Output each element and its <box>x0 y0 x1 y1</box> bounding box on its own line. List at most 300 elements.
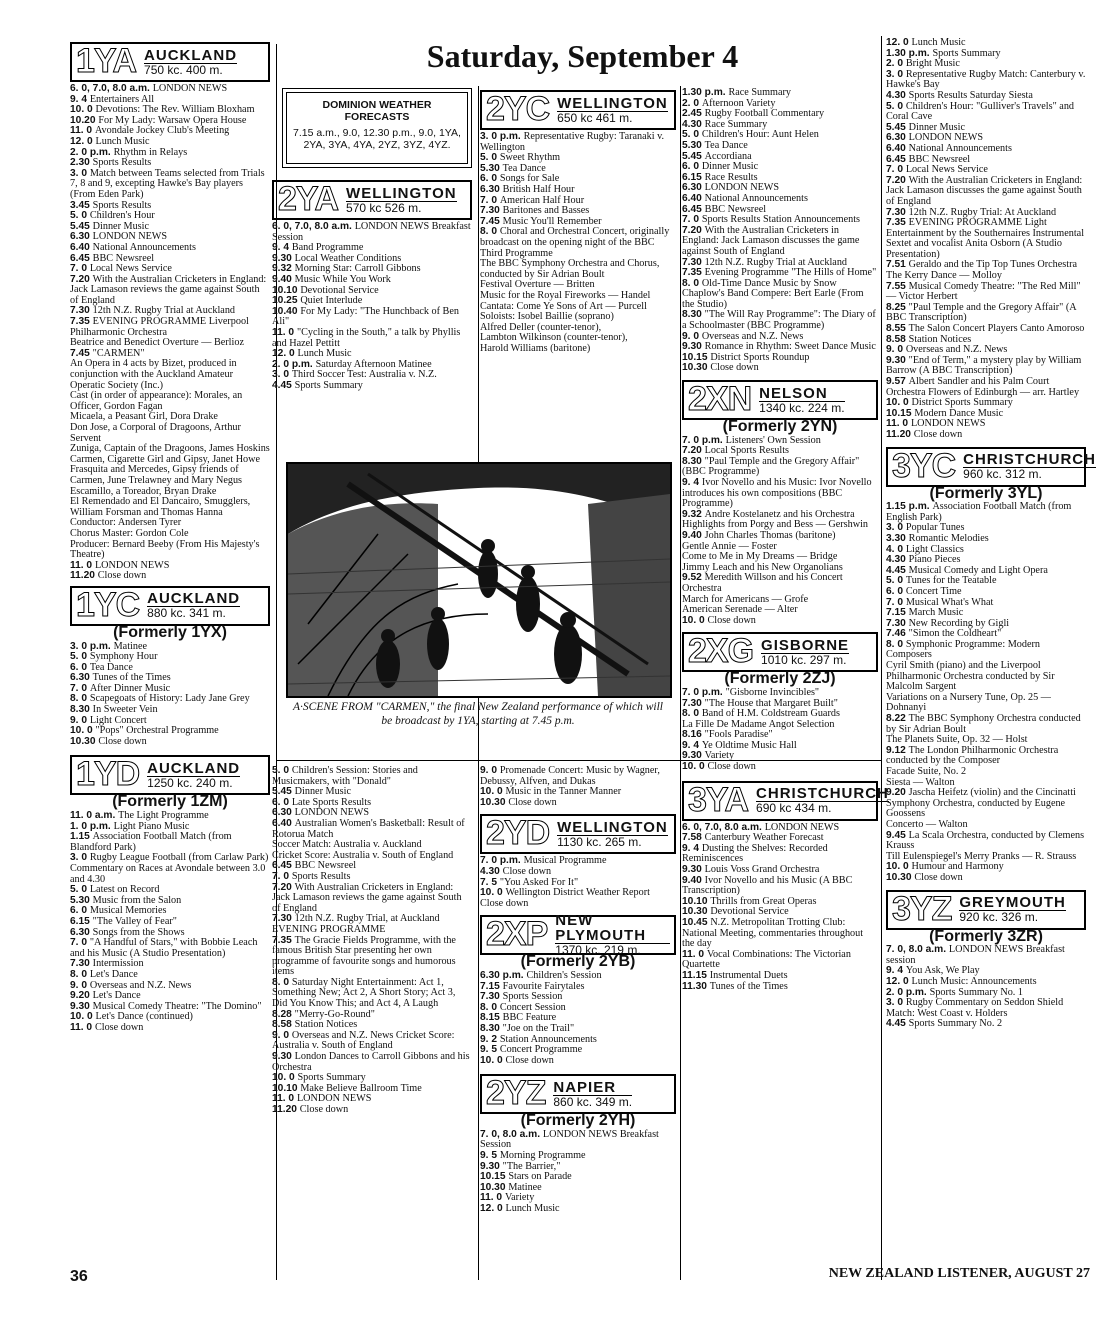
schedule-entry <box>886 70 1086 91</box>
schedule-entry <box>480 1056 676 1067</box>
entry-time: 7. 0, 8.0 a.m. <box>886 944 949 956</box>
entry-text: With the Australian Cricketers in England: Jack Lamason reviews the game against South of England <box>70 273 267 306</box>
entry-time: 7.35 <box>886 217 909 229</box>
formerly-label: (Formerly 2YH) <box>520 1112 636 1130</box>
entry-time: 9.52 <box>682 572 705 584</box>
schedule-entry: La Fille De Madame Angot Selection <box>682 718 835 730</box>
entry-time: 9.57 <box>886 376 909 387</box>
entry-text: Lunch Music <box>297 348 352 360</box>
entry-time: 6. 0, 7.0, 8.0 a.m. <box>70 83 153 94</box>
entry-text: For My Lady: Warsaw Opera House <box>98 114 247 126</box>
entry-text: Stars on Parade <box>508 1171 572 1183</box>
formerly-label: (Formerly 3ZR) <box>929 927 1043 945</box>
entry-time: 7.20 <box>682 445 705 457</box>
station-call: 1YD <box>76 755 140 794</box>
entry-time: 8.58 <box>886 333 909 345</box>
entry-text: Lunch Music <box>505 1203 560 1215</box>
entry-text: District Sports Roundup <box>710 351 810 363</box>
schedule-entry <box>70 169 270 201</box>
entry-text: Band Programme <box>291 242 364 254</box>
entry-time: 5. 0 <box>272 765 292 776</box>
entry-text: Humour and Harmony <box>911 861 1004 873</box>
entry-text: Lunch Music: Announcements <box>911 975 1037 987</box>
entry-text: Morning Star: Carroll Gibbons <box>294 263 421 275</box>
entry-text: Music You'll Remember <box>502 215 602 227</box>
schedule-list <box>70 811 270 1033</box>
entry-text: Baritones and Basses <box>502 205 590 217</box>
entry-text: Local News Service <box>89 263 172 275</box>
station-2xp <box>480 912 676 958</box>
entry-text: Tea Dance <box>502 162 546 174</box>
schedule-entry: The BBC Symphony Orchestra and Chorus, conducted by Sir Adrian Boult <box>480 258 660 280</box>
entry-text: Music from the Salon <box>92 894 182 906</box>
entry-time: 8.30 <box>480 1022 503 1034</box>
entry-time: 12. 0 <box>480 1203 506 1215</box>
entry-text: Vocal Combinations: The Victorian Quartette <box>682 948 851 971</box>
entry-text: N.Z. Metropolitan Trotting Club: National Meeting, commentaries throughout the day <box>682 917 864 950</box>
entry-time: 6.45 <box>272 860 295 872</box>
station-freq: 1010 kc. 297 m. <box>761 653 849 667</box>
schedule-entry <box>682 531 878 542</box>
station-2yd <box>480 814 676 854</box>
entry-text: "Merry-Go-Round" <box>294 1008 375 1020</box>
schedule-entry: Harold Williams (baritone) <box>480 342 591 354</box>
schedule-entry: Highlights from Porgy and Bess — Gershwin <box>682 519 869 531</box>
entry-time: 7.55 <box>886 280 909 292</box>
entry-time: 8.28 <box>272 1008 295 1020</box>
schedule-entry: Micaela, a Peasant Girl, Dora Drake <box>70 411 218 423</box>
schedule-entry: Cricket Score: Australia v. South of England <box>272 849 454 861</box>
schedule-entry <box>682 950 878 971</box>
entry-time: 10.45 <box>682 917 711 928</box>
entry-text: Musical What's What <box>905 596 994 608</box>
entry-text: Close down <box>98 735 147 747</box>
entry-text: Close down <box>502 865 552 877</box>
entry-text: Close down <box>913 428 963 440</box>
schedule-entry <box>70 275 270 307</box>
entry-text: Dinner Music <box>92 220 149 232</box>
entry-time: 3. 0 <box>70 167 90 179</box>
entry-text: Local Sports Results <box>704 445 789 457</box>
entry-time: 5.45 <box>886 121 909 133</box>
entry-text: Romantic Melodies <box>908 532 989 544</box>
entry-time: 11. 0 <box>272 326 297 338</box>
entry-time: 7.20 <box>70 273 93 285</box>
station-freq: 1130 kc. 265 m. <box>557 835 668 849</box>
entry-text: Sports Summary No. 1 <box>929 986 1023 998</box>
schedule-list <box>272 222 472 392</box>
entry-time: 9. 4 <box>886 965 906 977</box>
entry-text: New Recording by Gigli <box>908 617 1010 629</box>
entry-time: 11. 0 a.m. <box>70 810 119 822</box>
entry-time: 7. 0 <box>70 263 90 275</box>
entry-text: Tunes of the Times <box>709 980 788 992</box>
station-city: NEW PLYMOUTH <box>555 912 647 945</box>
entry-text: Quiet Interlude <box>300 295 363 307</box>
entry-time: 5.45 <box>682 150 705 162</box>
entry-text: Intermission <box>92 958 144 970</box>
entry-time: 7.30 <box>480 205 503 217</box>
entry-time: 6.45 <box>886 153 909 165</box>
station-city: WELLINGTON <box>346 184 457 202</box>
entry-text: Station Notices <box>908 333 972 345</box>
schedule-entry <box>886 714 1086 735</box>
schedule-entry: El Remendado and El Dancairo, Smugglers, William Forsman and Thomas Hanna <box>70 496 251 518</box>
entry-time: 9.20 <box>886 787 909 799</box>
entry-time: 7.30 <box>70 958 93 970</box>
schedule-entry <box>886 218 1086 260</box>
entry-time: 8.30 <box>70 704 93 716</box>
entry-time: 6.45 <box>682 203 705 215</box>
entry-text: Rugby League Football (from Carlaw Park) <box>89 852 269 864</box>
entry-time: 7. 0 <box>70 682 90 694</box>
entry-time: 12. 0 <box>886 37 912 48</box>
schedule-entry: Conductor: Andersen Tyrer <box>70 517 182 529</box>
entry-text: Saturday Night Entertainment: Act 1, Something New; Act 2, A Short Story; Act 3, Did You Know This; and Act 4, A Laugh <box>272 976 456 1010</box>
schedule-entry <box>70 317 270 338</box>
entry-text: National Announcements <box>92 241 196 253</box>
entry-text: London Dances to Carroll Gibbons and his Orchestra <box>272 1051 470 1073</box>
entry-time: 7. 0 <box>886 596 906 608</box>
entry-text: BBC Newsreel <box>908 153 971 165</box>
entry-time: 5. 0 <box>70 651 90 663</box>
entry-time: 3. 0 p.m. <box>480 131 524 142</box>
entry-text: EVENING PROGRAMME Light Entertainment by the Southernaires Instrumental Sextet and vocalist Anita Osborn (A Studio Presentation) <box>886 217 1085 260</box>
entry-time: 7.20 <box>272 881 295 893</box>
station-call: 1YC <box>76 585 140 624</box>
station-2xn <box>682 380 878 420</box>
entry-text: John Charles Thomas (baritone) <box>704 529 836 541</box>
entry-time: 6.30 <box>886 132 909 144</box>
entry-time: 10. 0 <box>272 1072 298 1084</box>
schedule-entry <box>70 938 270 959</box>
entry-time: 2. 0 p.m. <box>886 986 930 998</box>
entry-time: 6. 0, 7.0, 8.0 a.m. <box>272 221 355 232</box>
entry-text: Station Announcements <box>499 1033 597 1045</box>
entry-text: Musical Comedy and Light Opera <box>908 564 1048 576</box>
entry-time: 9.30 <box>682 864 705 876</box>
entry-text: Station Notices <box>294 1019 358 1031</box>
schedule-entry: Producer: Bernard Beeby (From His Majesty's Theatre) <box>70 538 260 561</box>
entry-time: 9.32 <box>272 263 295 275</box>
station-call: 2YD <box>486 814 550 853</box>
entry-text: Lunch Music <box>95 135 150 147</box>
entry-text: Children's Hour <box>89 210 155 222</box>
entry-text: Musical Comedy Theatre: "The Red Mill" — Victor Herbert <box>886 280 1081 303</box>
entry-text: Concert Session <box>499 1001 566 1013</box>
entry-text: La Scala Orchestra, conducted by Clemens Krauss <box>886 829 1085 852</box>
entry-time: 9. 0 <box>886 344 906 356</box>
entry-time: 1.15 <box>70 831 93 843</box>
entry-time: 9. 4 <box>272 242 292 254</box>
entry-text: Tunes for the Teatable <box>905 575 997 587</box>
schedule-entry <box>682 876 878 897</box>
entry-time: 2. 0 <box>682 97 702 109</box>
entry-text: LONDON NEWS Breakfast session <box>886 944 1065 966</box>
schedule-entry <box>272 222 472 243</box>
schedule-entry <box>886 873 1086 884</box>
entry-text: Listeners' Own Session <box>725 434 821 446</box>
entry-text: After Dinner Music <box>89 682 171 694</box>
schedule-entry: Frasquita and Mercedes, Gipsy friends of Carmen, June Trelawney and Mary Negus <box>70 464 243 486</box>
entry-text: Jascha Heifetz (violin) and the Cincinatti Symphony Orchestra, conducted by Eugene Goossens <box>886 787 1076 820</box>
entry-text: Scapegoats of History: Lady Jane Grey <box>89 693 250 705</box>
column-3-lower <box>480 766 676 1215</box>
entry-time: 7.30 <box>682 256 705 268</box>
station-freq: 920 kc. 326 m. <box>959 910 1066 924</box>
entry-time: 10. 0 <box>682 761 708 773</box>
schedule-entry <box>886 502 1086 523</box>
schedule-entry: Festival Overture — Britten <box>480 279 595 291</box>
entry-time: 10.15 <box>480 1171 509 1183</box>
entry-text: Dinner Music <box>294 786 351 798</box>
entry-text: Sports Results Station Announcements <box>701 214 861 226</box>
entry-time: 8.16 <box>682 729 705 741</box>
entry-text: Local News Service <box>905 164 988 176</box>
entry-text: Music While You Work <box>294 273 391 285</box>
entry-text: "Gisborne Invincibles" <box>725 686 820 698</box>
entry-text: Old-Time Dance Music by Snow Chaplow's Band Compere: Bert Earle (From the Studio) <box>682 277 864 310</box>
entry-text: Dusting the Shelves: Recorded Reminiscences <box>682 842 828 865</box>
footer-credit: NEW ZEALAND LISTENER, AUGUST 27 <box>828 1266 1090 1281</box>
entry-time: 7.35 <box>682 267 705 279</box>
schedule-entry <box>682 573 878 594</box>
entry-text: Race Results <box>704 171 758 183</box>
entry-time: 1.30 p.m. <box>886 47 933 59</box>
entry-time: 7. 0 <box>272 870 292 882</box>
schedule-entry: March for Americans — Grofe <box>682 593 809 605</box>
entry-text: The Salon Concert Players Canto Amoroso <box>908 323 1085 335</box>
schedule-list <box>70 84 270 582</box>
entry-time: 6.15 <box>70 915 93 927</box>
entry-time: 6.30 <box>70 231 93 243</box>
schedule-list <box>480 132 676 354</box>
formerly-label: (Formerly 3YL) <box>929 484 1043 502</box>
entry-text: The London Philharmonic Orchestra conducted by the Composer <box>886 744 1059 767</box>
schedule-entry <box>886 1019 1086 1030</box>
schedule-entry: Cast (in order of appearance): Morales, an Officer, Gordon Fagan <box>70 390 243 412</box>
entry-time: 3.30 <box>886 532 909 544</box>
entry-time: 11. 0 <box>886 418 911 430</box>
weather-box <box>282 88 472 168</box>
schedule-list <box>682 688 878 773</box>
entry-text: Popular Tunes <box>905 522 965 534</box>
entry-text: Children's Hour: "Gulliver's Travels" and Coral Cave <box>886 100 1075 123</box>
schedule-entry <box>272 914 472 935</box>
illustration-caption: A·SCENE FROM "CARMEN," the final New Zealand performance of which will be broadcast by 1YA, starting at 7.45 p.m. <box>293 701 663 727</box>
entry-time: 7.30 <box>886 617 909 629</box>
entry-time: 5.45 <box>70 220 93 232</box>
entry-text: Children's Hour: Aunt Helen <box>701 129 819 141</box>
schedule-entry <box>70 571 270 582</box>
entry-time: 7. 5 <box>480 876 500 888</box>
schedule-entry <box>886 746 1086 767</box>
station-call: 2YA <box>278 180 339 218</box>
station-2yc <box>480 90 676 130</box>
station-freq: 650 kc 461 m. <box>557 111 668 125</box>
entry-text: Sports Results <box>92 199 152 211</box>
entry-time: 4.30 <box>682 118 705 130</box>
entry-time: 6.30 <box>70 926 93 938</box>
entry-time: 8.30 <box>682 455 705 467</box>
entry-time: 9.45 <box>886 829 909 841</box>
entry-text: Musical Comedy Theatre: "The Domino" <box>92 1000 262 1012</box>
entry-time: 9. 4 <box>682 477 702 488</box>
entry-time: 11. 0 <box>70 1021 95 1033</box>
station-freq: 750 kc. 400 m. <box>144 63 237 77</box>
entry-time: 10.30 <box>70 735 99 747</box>
entry-time: 6.15 <box>682 171 705 183</box>
entry-text: Devotions: The Rev. William Bloxham <box>95 104 255 116</box>
station-1yd <box>70 755 270 795</box>
entry-time: 6.40 <box>682 192 705 204</box>
entry-text: With Australian Cricketers in England: Jack Lamason reviews the game against South of England <box>272 881 462 914</box>
entry-time: 7.15 <box>480 980 503 992</box>
entry-text: Saturday Afternoon Matinee <box>315 358 432 370</box>
entry-text: "Pops" Orchestral Programme <box>95 725 219 737</box>
station-call: 3YA <box>688 780 749 819</box>
schedule-entry: Soccer Match: Australia v. Auckland <box>272 839 422 851</box>
entry-time: 10.10 <box>272 284 301 296</box>
entry-text: Close down <box>299 1104 349 1115</box>
schedule-entry: Jimmy Leach and his New Organolians <box>682 561 843 573</box>
schedule-entry <box>682 762 878 773</box>
entry-time: 8.15 <box>480 1012 503 1024</box>
entry-text: Tea Dance <box>704 139 748 151</box>
entry-time: 6.45 <box>70 252 93 264</box>
entry-text: March Music <box>908 607 964 619</box>
entry-time: 9.40 <box>682 874 705 886</box>
entry-time: 7. 0 <box>682 214 702 226</box>
entry-text: Sports Summary <box>297 1072 366 1084</box>
entry-time: 7.30 <box>272 913 295 925</box>
entry-time: 6.40 <box>272 817 295 829</box>
schedule-entry <box>272 381 472 392</box>
entry-text: Light Classics <box>905 543 964 555</box>
entry-time: 6.30 <box>272 807 295 819</box>
entry-time: 3.45 <box>70 199 93 211</box>
entry-text: You Ask, We Play <box>905 965 980 977</box>
entry-time: 6. 0 <box>480 173 500 185</box>
station-freq: 1370 kc. 219 m. <box>555 943 670 957</box>
schedule-entry: Siesta — Walton <box>886 776 955 788</box>
entry-text: Promenade Concert: Music by Wagner, Debussy, Alfven, and Dukas <box>480 765 660 787</box>
entry-text: Association Football Match (from Blandford Park) <box>70 831 232 853</box>
entry-time: 11.30 <box>682 980 710 992</box>
entry-text: "The Valley of Fear" <box>92 915 177 927</box>
schedule-list <box>886 945 1086 1030</box>
entry-time: 10.30 <box>886 871 915 883</box>
station-city: AUCKLAND <box>144 46 238 64</box>
entry-text: Tunes of the Times <box>92 672 171 684</box>
entry-time: 4.30 <box>886 89 909 101</box>
entry-time: 12. 0 <box>70 135 96 147</box>
entry-text: The Light Programme <box>118 810 209 822</box>
schedule-entry <box>682 457 878 478</box>
entry-text: "You Asked For It" <box>499 876 579 888</box>
schedule-entry: Close down <box>480 897 529 909</box>
entry-text: "Joe on the Trail" <box>502 1022 575 1034</box>
schedule-entry <box>272 936 472 978</box>
schedule-entry <box>272 978 472 1010</box>
entry-time: 10. 0 <box>682 614 708 626</box>
entry-time: 6.30 <box>480 183 503 195</box>
entry-time: 9.30 <box>886 354 909 366</box>
station-city: CHRISTCHURCH <box>963 451 1096 469</box>
entry-text: Let's Dance <box>92 990 141 1002</box>
entry-time: 5.30 <box>682 139 705 151</box>
entry-text: Children's Session <box>526 969 602 981</box>
entry-text: LONDON NEWS <box>152 83 228 94</box>
schedule-entry <box>886 998 1086 1019</box>
entry-text: Devotional Service <box>710 906 789 918</box>
entry-text: LONDON NEWS <box>92 231 168 243</box>
entry-text: With the Australian Cricketers in England: Jack Lamason discusses the game against South of England <box>682 224 860 257</box>
entry-text: Modern Dance Music <box>914 407 1004 419</box>
entry-text: Choral and Orchestral Concert, originally broadcast on the opening night of the BBC Third Programme <box>480 226 670 259</box>
entry-text: "CARMEN" <box>92 347 145 359</box>
entry-text: Concert Programme <box>499 1044 583 1056</box>
entry-time: 7.30 <box>886 206 909 218</box>
schedule-entry: Beatrice and Benedict Overture — Berlioz <box>70 337 244 349</box>
entry-time: 7.30 <box>70 305 93 317</box>
entry-text: Light Piano Music <box>113 820 190 832</box>
schedule-entry <box>70 1023 270 1034</box>
entry-time: 10. 0 <box>480 887 506 899</box>
schedule-entry: Escamillo, a Toreador, Bryan Drake <box>70 485 217 497</box>
station-call: 2XN <box>688 380 752 419</box>
schedule-entry <box>886 260 1086 281</box>
column-5 <box>886 37 1096 1030</box>
schedule-entry <box>480 132 676 153</box>
entry-time: 5. 0 <box>480 152 500 164</box>
entry-text: Rugby Football Commentary <box>704 108 825 120</box>
entry-text: LONDON NEWS <box>910 418 986 430</box>
entry-time: 6. 0 <box>886 585 906 597</box>
entry-time: 5. 0 <box>70 884 90 896</box>
entry-text: Sports Results Saturday Siesta <box>908 89 1033 101</box>
entry-text: Romance in Rhythm: Sweet Dance Music <box>704 341 876 353</box>
entry-text: Songs for Sale <box>499 173 560 185</box>
entry-text: District Sports Summary <box>911 397 1013 409</box>
schedule-entry <box>886 945 1086 966</box>
entry-text: "The House that Margaret Built" <box>704 697 838 709</box>
entry-text: Make Believe Ballroom Time <box>300 1082 422 1094</box>
entry-text: LONDON NEWS <box>94 559 170 571</box>
entry-text: Devotional Service <box>300 284 379 296</box>
entry-text: Geraldo and the Tip Top Tunes Orchestra The Kerry Dance — Molloy <box>886 259 1077 282</box>
schedule-entry <box>886 303 1086 324</box>
entry-time: 4.45 <box>272 379 295 391</box>
station-2xg <box>682 632 878 672</box>
entry-time: 7. 0 <box>886 164 906 176</box>
entry-text: LONDON NEWS <box>908 132 984 144</box>
entry-time: 10. 0 <box>70 725 96 737</box>
entry-time: 7.15 <box>886 607 909 619</box>
entry-text: Bright Music <box>905 58 960 70</box>
entry-time: 9. 2 <box>480 1033 500 1045</box>
entry-time: 6. 0 <box>70 661 90 673</box>
schedule-entry <box>886 788 1086 820</box>
schedule-entry <box>682 918 878 950</box>
entry-time: 10. 0 <box>480 1054 506 1066</box>
schedule-list <box>480 766 676 808</box>
entry-text: For My Lady: "The Hunchback of Ben Ali" <box>272 305 459 328</box>
column-2-lower <box>272 766 472 1116</box>
schedule-entry <box>886 430 1086 441</box>
weather-text: 7.15 a.m., 9.0, 12.30 p.m., 9.0, 1YA, 2YA, 3YA, 4YA, 2YZ, 3YZ, 4YZ. <box>293 127 461 151</box>
entry-text: The BBC Symphony Orchestra conducted by Sir Adrian Boult <box>886 713 1081 735</box>
